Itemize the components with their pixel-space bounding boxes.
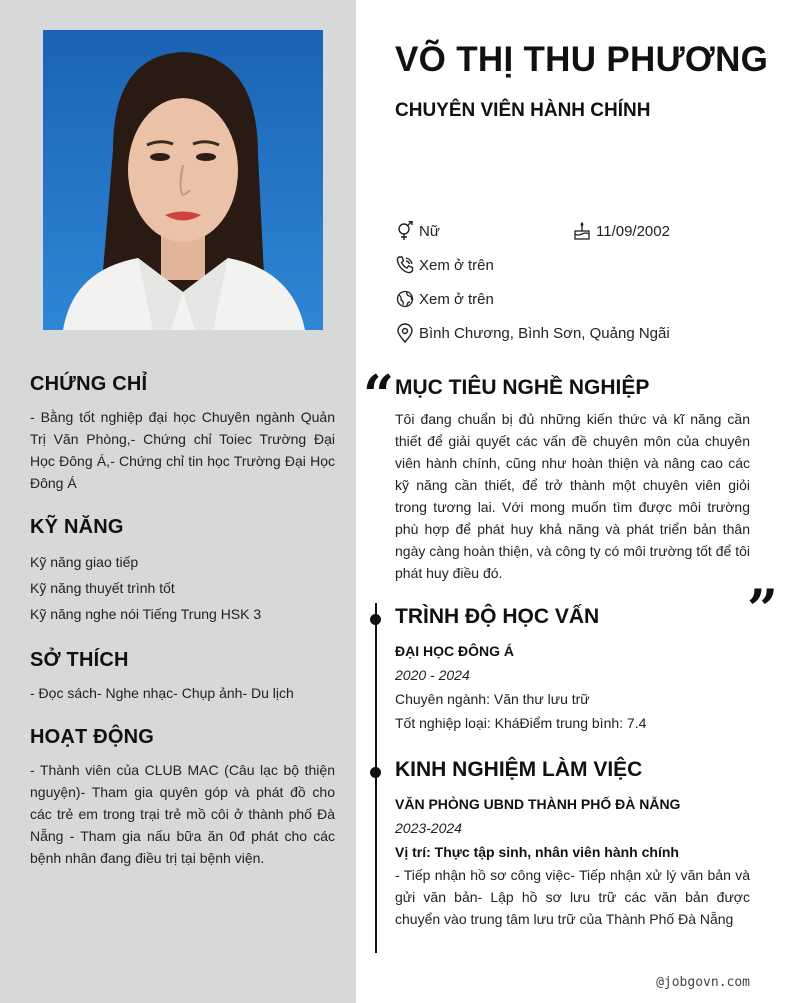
education-heading: TRÌNH ĐỘ HỌC VẤN [395,605,600,628]
globe-icon [395,289,415,309]
activities-text: - Thành viên của CLUB MAC (Câu lạc bộ thiện nguyện)- Tham gia quyên góp và phát đồ cho các trẻ em trong trại trẻ mồ côi ở thành phố Đà Nẵng - Tham gia nấu bữa ăn 0đ phát cho các bệnh nhân đang điều trị tại bệnh viện. [30,762,335,866]
hobbies-section [30,649,335,704]
objective-text: Tôi đang chuẩn bị đủ những kiến thức và kĩ năng cần thiết để giải quyết các vấn đề chuyên môn của chuyên viên hành chính, cũng như hoàn thiện và nâng cao các kỹ năng cần thiết, để trở thành một chuyên viên giỏi trong tương lai. Với mong muốn tìm được môi trường phù hợp để phát huy khả năng và phát triển bản thân ngày càng hoàn thiện, và công ty có môi trường tốt để tôi phát huy điều đó. [395,411,750,581]
experience-section [395,758,750,930]
activities-heading: HOẠT ĐỘNG [30,726,155,748]
skill-item: Kỹ năng thuyết trình tốt [30,580,175,596]
candidate-name: VÕ THỊ THU PHƯƠNG [395,40,769,79]
address-info [395,323,670,343]
website-info [395,289,494,309]
timeline-line [375,603,377,953]
watermark: @jobgovn.com [656,975,750,990]
company-name: VĂN PHÒNG UBND THÀNH PHỐ ĐÀ NẴNG [395,796,681,812]
birthday-value: 11/09/2002 [596,222,670,240]
phone-info [395,255,494,275]
experience-position: Vị trí: Thực tập sinh, nhân viên hành chính [395,844,679,860]
school-name: ĐẠI HỌC ĐÔNG Á [395,643,514,659]
timeline-dot [370,767,381,778]
education-section [395,605,750,735]
experience-description: - Tiếp nhận hồ sơ công việc- Tiếp nhận xử lý văn bản và gửi văn bản- Lập hồ sơ lưu trữ các văn bản được chuyển vào trung tâm lưu trữ của Thành Phố Đà Nẵng [395,867,750,927]
gender-info [395,221,440,241]
certificates-text: - Bằng tốt nghiệp đại học Chuyên ngành Quản Trị Văn Phòng,- Chứng chỉ Toiec Trường Đại Học Đông Á,- Chứng chỉ tin học Trường Đại Học Đông Á [30,409,335,491]
skills-heading: KỸ NĂNG [30,516,124,538]
gender-value: Nữ [419,222,440,240]
close-quote-icon: ” [747,577,779,641]
birthday-info [572,221,670,241]
certificates-section [30,373,335,494]
skill-item: Kỹ năng giao tiếp [30,554,139,570]
objective-heading: MỤC TIÊU NGHỀ NGHIỆP [395,376,650,399]
gender-icon [395,221,415,241]
skill-item: Kỹ năng nghe nói Tiếng Trung HSK 3 [30,606,262,622]
education-grade: Tốt nghiệp loại: KháĐiểm trung bình: 7.4 [395,715,647,731]
education-years: 2020 - 2024 [395,667,470,683]
objective-section [395,376,750,584]
location-pin-icon [395,323,415,343]
job-title: CHUYÊN VIÊN HÀNH CHÍNH [395,100,651,121]
experience-years: 2023-2024 [395,820,462,836]
hobbies-heading: SỞ THÍCH [30,649,129,671]
profile-photo [43,30,323,330]
address-value: Bình Chương, Bình Sơn, Quảng Ngãi [419,324,670,342]
phone-value: Xem ở trên [419,256,494,274]
experience-heading: KINH NGHIỆM LÀM VIỆC [395,758,643,781]
certificates-heading: CHỨNG CHỈ [30,373,148,395]
birthday-cake-icon [572,221,592,241]
open-quote-icon: “ [363,363,395,427]
skills-section [30,516,335,627]
education-major: Chuyên ngành: Văn thư lưu trữ [395,691,590,707]
website-value: Xem ở trên [419,290,494,308]
activities-section [30,726,335,869]
hobbies-text: - Đọc sách- Nghe nhạc- Chụp ảnh- Du lịch [30,685,294,701]
timeline-dot [370,614,381,625]
phone-icon [395,255,415,275]
